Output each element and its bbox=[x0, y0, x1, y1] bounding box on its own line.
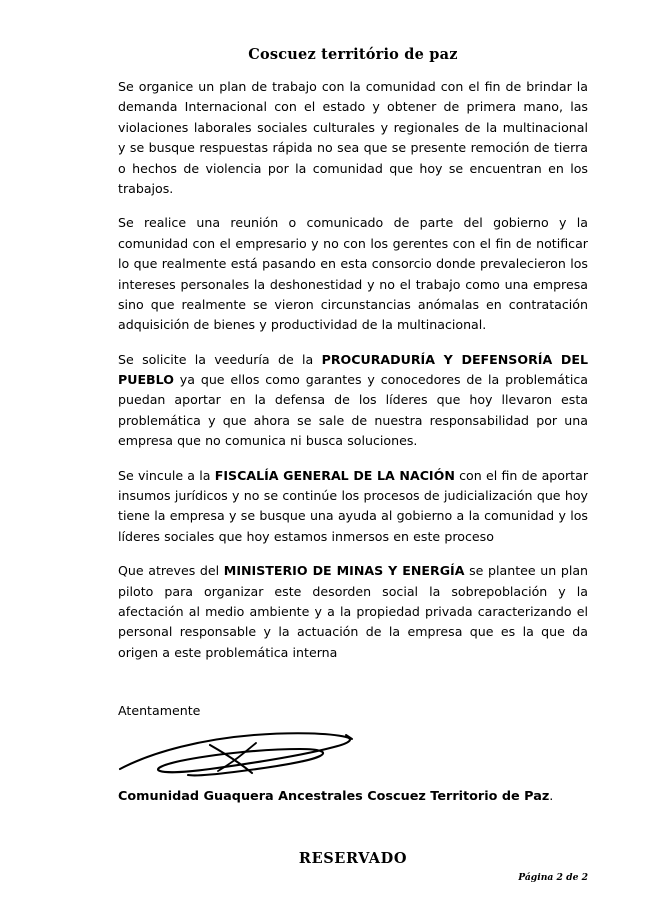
handwritten-signature-icon bbox=[118, 725, 588, 787]
paragraph-run: MINISTERIO DE MINAS Y ENERGÍA bbox=[223, 563, 465, 579]
paragraph-run: FISCALÍA GENERAL DE LA NACIÓN bbox=[214, 467, 455, 483]
paragraph-run: se plantee un plan piloto para organizar este desorden social la sobrepoblación y la afectación al medio ambiente y a la propiedad privada caracterizando el personal responsable y la actuación de la empresa que es la que da origen a este problemática interna bbox=[118, 563, 589, 660]
paragraph-run: con el fin de aportar insumos jurídicos y no se continúe los procesos de judicialización que hoy tiene la empresa y se busque una ayuda al gobierno a la comunidad y los líderes sociales que hoy estamos inmersos en este proceso bbox=[118, 467, 589, 544]
paragraph-4 bbox=[118, 466, 588, 548]
signature-name bbox=[118, 787, 588, 806]
page-number: Página 2 de 2 bbox=[518, 872, 588, 883]
signature-name-text: Comunidad Guaquera Ancestrales Coscuez Territorio de Paz bbox=[118, 789, 550, 805]
paragraph-run: Se solicite la veeduría de la bbox=[118, 351, 322, 367]
paragraph-run: Que atreves del bbox=[118, 563, 224, 579]
paragraph-run: ya que ellos como garantes y conocedores de la problemática puedan aportar en la defensa de los líderes que hoy llevaron esta problemática y que ahora se sale de nuestra responsabilidad por una empresa que no comunica ni busca soluciones. bbox=[118, 372, 588, 449]
paragraph-3 bbox=[118, 350, 588, 452]
paragraph-run: Se vincule a la bbox=[118, 467, 215, 483]
closing-salutation: Atentamente bbox=[118, 703, 201, 719]
paragraph-1 bbox=[118, 77, 588, 199]
paragraph-run: PROCURADURÍA Y DEFENSORÍA DEL PUEBLO bbox=[118, 351, 588, 388]
paragraph-run: Se organice un plan de trabajo con la comunidad con el fin de brindar la demanda Internacional con el estado y obtener de primera mano, las violaciones laborales sociales culturales y regionales de la multinacional y se busque respuestas rápida no sea que se presente remoción de tierra o hechos de violencia por la comunidad que hoy se encuentran en los trabajos. bbox=[118, 79, 588, 196]
page-title: Coscuez território de paz bbox=[248, 46, 458, 63]
paragraph-5 bbox=[118, 561, 588, 663]
reserved-stamp: RESERVADO bbox=[298, 850, 408, 868]
paragraph-2 bbox=[118, 213, 588, 335]
paragraph-run: Se realice una reunión o comunicado de parte del gobierno y la comunidad con el empresario y no con los gerentes con el fin de notificar lo que realmente está pasando en esta consorcio donde prevalecieron los intereses personales la deshonestidad y no el trabajo como una empresa sino que realmente se vieron circunstancias anómalas en contratación adquisición de bienes y productividad de la multinacional. bbox=[118, 215, 588, 333]
signature-name-suffix: . bbox=[549, 789, 554, 805]
